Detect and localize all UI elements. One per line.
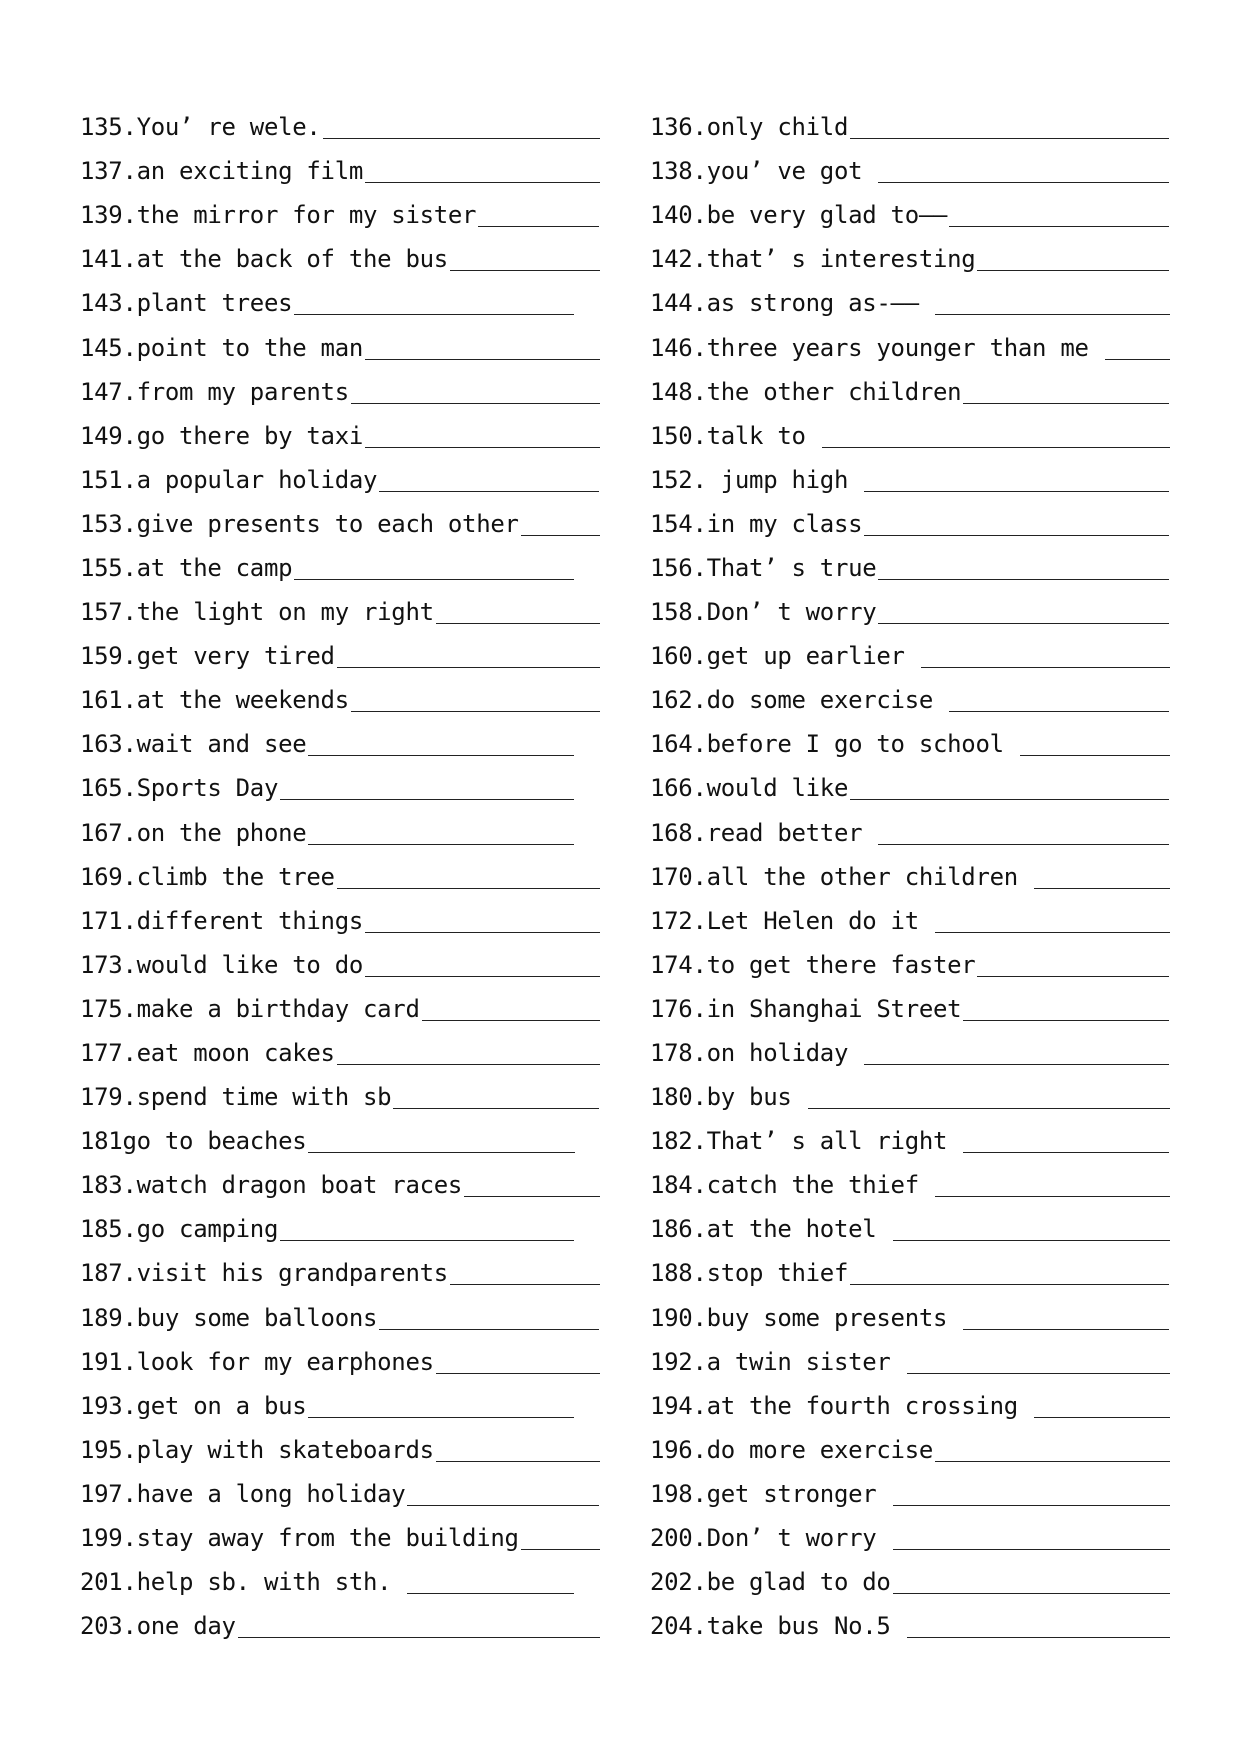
- answer-blank[interactable]: [808, 1084, 1170, 1109]
- item-number: 149.: [80, 421, 137, 450]
- item-phrase: on holiday: [706, 1039, 863, 1068]
- answer-blank[interactable]: [907, 1349, 1170, 1374]
- item-phrase: at the weekends: [136, 686, 349, 715]
- item-phrase: buy some presents: [706, 1303, 962, 1332]
- item-phrase: help sb. with sth.: [136, 1568, 406, 1597]
- exercise-item: [650, 464, 1170, 494]
- exercise-item: [80, 1346, 600, 1376]
- answer-blank[interactable]: [935, 908, 1170, 933]
- item-number: 148.: [650, 377, 707, 406]
- exercise-item: [650, 861, 1170, 891]
- item-number: 198.: [650, 1479, 707, 1508]
- item-number: 177.: [80, 1039, 137, 1068]
- item-phrase: on the phone: [136, 818, 307, 847]
- answer-blank[interactable]: [407, 1481, 599, 1506]
- item-number: 145.: [80, 333, 137, 362]
- item-phrase: get stronger: [706, 1479, 891, 1508]
- item-phrase: have a long holiday: [136, 1479, 406, 1508]
- answer-blank[interactable]: [878, 158, 1169, 183]
- exercise-item: [80, 111, 600, 141]
- answer-blank[interactable]: [436, 1437, 600, 1462]
- exercise-item: [80, 640, 600, 670]
- exercise-item: [80, 861, 600, 891]
- answer-blank[interactable]: [935, 290, 1170, 315]
- exercise-item: [650, 1346, 1170, 1376]
- item-phrase: Don’ t worry: [706, 1524, 891, 1553]
- item-phrase: in Shanghai Street: [706, 994, 962, 1023]
- exercise-item: [650, 1302, 1170, 1332]
- item-number: 144.: [650, 289, 707, 318]
- answer-blank[interactable]: [935, 1437, 1170, 1462]
- item-phrase: get up earlier: [706, 642, 919, 671]
- exercise-item: [80, 287, 600, 317]
- item-number: 175.: [80, 994, 137, 1023]
- item-phrase: only child: [706, 113, 849, 142]
- item-number: 146.: [650, 333, 707, 362]
- item-number: 199.: [80, 1524, 137, 1553]
- item-phrase: would like: [706, 774, 849, 803]
- exercise-item: [80, 155, 600, 185]
- answer-blank[interactable]: [337, 643, 600, 668]
- exercise-item: [650, 1610, 1170, 1640]
- answer-blank[interactable]: [337, 1040, 600, 1065]
- exercise-item: [650, 1566, 1170, 1596]
- exercise-item: [80, 332, 600, 362]
- item-number: 168.: [650, 818, 707, 847]
- answer-blank[interactable]: [365, 335, 600, 360]
- exercise-item: [650, 376, 1170, 406]
- answer-blank[interactable]: [1020, 731, 1170, 756]
- item-number: 153.: [80, 509, 137, 538]
- item-number: 192.: [650, 1347, 707, 1376]
- item-phrase: watch dragon boat races: [136, 1171, 463, 1200]
- item-phrase: the light on my right: [136, 598, 434, 627]
- item-number: 173.: [80, 950, 137, 979]
- answer-blank[interactable]: [365, 423, 600, 448]
- item-number: 165.: [80, 774, 137, 803]
- answer-blank[interactable]: [337, 864, 600, 889]
- item-phrase: the mirror for my sister: [136, 201, 477, 230]
- answer-blank[interactable]: [280, 1216, 574, 1241]
- answer-blank[interactable]: [864, 1040, 1169, 1065]
- answer-blank[interactable]: [893, 1216, 1170, 1241]
- item-number: 158.: [650, 598, 707, 627]
- item-number: 157.: [80, 598, 137, 627]
- exercise-item: [80, 1169, 600, 1199]
- item-number: 163.: [80, 730, 137, 759]
- item-phrase: That’ s all right: [706, 1127, 962, 1156]
- answer-blank[interactable]: [393, 1084, 599, 1109]
- answer-blank[interactable]: [1034, 1393, 1170, 1418]
- item-phrase: talk to: [706, 421, 820, 450]
- exercise-item: [650, 1257, 1170, 1287]
- exercise-item: [80, 1522, 600, 1552]
- item-phrase: to get there faster: [706, 950, 976, 979]
- item-number: 203.: [80, 1612, 137, 1641]
- answer-blank[interactable]: [407, 1569, 574, 1594]
- exercise-item: [80, 817, 600, 847]
- answer-blank[interactable]: [893, 1569, 1170, 1594]
- item-number: 191.: [80, 1347, 137, 1376]
- exercise-item: [80, 1302, 600, 1332]
- exercise-item: [80, 199, 600, 229]
- answer-blank[interactable]: [521, 511, 600, 536]
- item-phrase: a twin sister: [706, 1347, 905, 1376]
- exercise-item: [80, 243, 600, 273]
- answer-blank[interactable]: [365, 908, 600, 933]
- answer-blank[interactable]: [308, 1128, 575, 1153]
- item-phrase: go camping: [136, 1215, 279, 1244]
- exercise-item: [80, 684, 600, 714]
- item-phrase: plant trees: [136, 289, 293, 318]
- item-number: 180.: [650, 1083, 707, 1112]
- item-phrase: point to the man: [136, 333, 363, 362]
- answer-blank[interactable]: [280, 775, 574, 800]
- exercise-sheet: [80, 104, 1160, 1647]
- item-number: 200.: [650, 1524, 707, 1553]
- item-phrase: Don’ t worry: [706, 598, 877, 627]
- item-number: 167.: [80, 818, 137, 847]
- item-phrase: eat moon cakes: [136, 1039, 335, 1068]
- exercise-item: [80, 596, 600, 626]
- item-number: 204.: [650, 1612, 707, 1641]
- exercise-item: [650, 420, 1170, 450]
- answer-blank[interactable]: [351, 687, 600, 712]
- exercise-item: [650, 596, 1170, 626]
- exercise-item: [80, 1610, 600, 1640]
- item-number: 169.: [80, 862, 137, 891]
- item-phrase: that’ s interesting: [706, 245, 976, 274]
- item-phrase: would like to do: [136, 950, 363, 979]
- item-number: 194.: [650, 1391, 707, 1420]
- answer-blank[interactable]: [963, 1305, 1169, 1330]
- answer-blank[interactable]: [450, 1260, 600, 1285]
- item-number: 155.: [80, 553, 137, 582]
- exercise-item: [80, 1434, 600, 1464]
- item-phrase: at the camp: [136, 553, 293, 582]
- exercise-item: [80, 1081, 600, 1111]
- item-phrase: Let Helen do it: [706, 906, 933, 935]
- answer-blank[interactable]: [935, 1172, 1170, 1197]
- answer-blank[interactable]: [521, 1525, 600, 1550]
- exercise-item: [80, 1257, 600, 1287]
- item-phrase: make a birthday card: [136, 994, 420, 1023]
- item-phrase: buy some balloons: [136, 1303, 378, 1332]
- answer-blank[interactable]: [351, 379, 600, 404]
- item-number: 189.: [80, 1303, 137, 1332]
- item-number: 170.: [650, 862, 707, 891]
- exercise-item: [650, 1169, 1170, 1199]
- exercise-item: [80, 1037, 600, 1067]
- exercise-item: [80, 1213, 600, 1243]
- item-number: 147.: [80, 377, 137, 406]
- answer-blank[interactable]: [977, 246, 1169, 271]
- item-number: 139.: [80, 201, 137, 230]
- answer-blank[interactable]: [822, 423, 1170, 448]
- exercise-item: [650, 1434, 1170, 1464]
- answer-blank[interactable]: [893, 1525, 1170, 1550]
- item-phrase: one day: [136, 1612, 236, 1641]
- item-phrase: stay away from the building: [136, 1524, 519, 1553]
- item-phrase: at the back of the bus: [136, 245, 448, 274]
- item-phrase: in my class: [706, 509, 863, 538]
- answer-blank[interactable]: [963, 379, 1169, 404]
- answer-blank[interactable]: [949, 687, 1169, 712]
- item-number: 152.: [650, 465, 707, 494]
- exercise-item: [80, 905, 600, 935]
- item-phrase: wait and see: [136, 730, 307, 759]
- item-number: 150.: [650, 421, 707, 450]
- answer-blank[interactable]: [893, 1481, 1170, 1506]
- exercise-item: [650, 949, 1170, 979]
- answer-blank[interactable]: [379, 467, 599, 492]
- item-number: 143.: [80, 289, 137, 318]
- item-number: 141.: [80, 245, 137, 274]
- exercise-item: [650, 508, 1170, 538]
- item-number: 159.: [80, 642, 137, 671]
- exercise-item: [650, 905, 1170, 935]
- item-phrase: catch the thief: [706, 1171, 933, 1200]
- answer-blank[interactable]: [878, 820, 1169, 845]
- answer-blank[interactable]: [921, 643, 1170, 668]
- item-phrase: play with skateboards: [136, 1435, 434, 1464]
- exercise-item: [650, 243, 1170, 273]
- exercise-item: [650, 155, 1170, 185]
- item-phrase: do more exercise: [706, 1435, 933, 1464]
- item-number: 156.: [650, 553, 707, 582]
- exercise-item: [80, 420, 600, 450]
- answer-blank[interactable]: [308, 820, 574, 845]
- item-phrase: take bus No.5: [706, 1612, 905, 1641]
- answer-blank[interactable]: [365, 158, 600, 183]
- item-number: 160.: [650, 642, 707, 671]
- answer-blank[interactable]: [422, 996, 600, 1021]
- item-phrase: at the fourth crossing: [706, 1391, 1033, 1420]
- item-phrase: go to beaches: [122, 1127, 307, 1156]
- answer-blank[interactable]: [850, 1260, 1169, 1285]
- item-phrase: read better: [706, 818, 877, 847]
- item-phrase: go there by taxi: [136, 421, 363, 450]
- exercise-item: [80, 1390, 600, 1420]
- answer-blank[interactable]: [450, 246, 600, 271]
- answer-blank[interactable]: [949, 202, 1169, 227]
- item-phrase: get very tired: [136, 642, 335, 671]
- item-number: 184.: [650, 1171, 707, 1200]
- item-number: 193.: [80, 1391, 137, 1420]
- exercise-item: [650, 684, 1170, 714]
- item-phrase: get on a bus: [136, 1391, 307, 1420]
- item-number: 186.: [650, 1215, 707, 1244]
- item-phrase: different things: [136, 906, 363, 935]
- answer-blank[interactable]: [963, 1128, 1169, 1153]
- item-number: 185.: [80, 1215, 137, 1244]
- exercise-item: [650, 1522, 1170, 1552]
- item-phrase: spend time with sb: [136, 1083, 392, 1112]
- item-phrase: jump high: [706, 465, 863, 494]
- item-phrase: do some exercise: [706, 686, 948, 715]
- answer-blank[interactable]: [1034, 864, 1170, 889]
- answer-blank[interactable]: [365, 952, 600, 977]
- item-number: 151.: [80, 465, 137, 494]
- answer-blank[interactable]: [850, 775, 1169, 800]
- exercise-item: [650, 199, 1170, 229]
- exercise-item: [650, 111, 1170, 141]
- item-number: 197.: [80, 1479, 137, 1508]
- answer-blank[interactable]: [1105, 335, 1170, 360]
- item-number: 182.: [650, 1127, 707, 1156]
- item-phrase: be glad to do: [706, 1568, 891, 1597]
- exercise-item: [80, 772, 600, 802]
- item-number: 135.: [80, 113, 137, 142]
- exercise-item: [80, 376, 600, 406]
- item-number: 166.: [650, 774, 707, 803]
- answer-blank[interactable]: [977, 952, 1169, 977]
- answer-blank[interactable]: [294, 290, 574, 315]
- item-phrase: look for my earphones: [136, 1347, 434, 1376]
- item-phrase: at the hotel: [706, 1215, 891, 1244]
- exercise-item: [650, 1037, 1170, 1067]
- exercise-item: [650, 1125, 1170, 1155]
- item-phrase: a popular holiday: [136, 465, 378, 494]
- item-phrase: be very glad to——: [706, 201, 948, 230]
- item-number: 181: [80, 1127, 123, 1156]
- exercise-item: [80, 993, 600, 1023]
- exercise-item: [650, 1390, 1170, 1420]
- exercise-item: [650, 772, 1170, 802]
- answer-blank[interactable]: [878, 599, 1169, 624]
- item-number: 161.: [80, 686, 137, 715]
- exercise-item: [80, 1478, 600, 1508]
- item-phrase: stop thief: [706, 1259, 849, 1288]
- item-number: 138.: [650, 157, 707, 186]
- answer-blank[interactable]: [436, 599, 600, 624]
- item-number: 187.: [80, 1259, 137, 1288]
- answer-blank[interactable]: [308, 1393, 574, 1418]
- exercise-item: [650, 1478, 1170, 1508]
- exercise-item: [80, 728, 600, 758]
- exercise-item: [650, 1213, 1170, 1243]
- item-number: 183.: [80, 1171, 137, 1200]
- answer-blank[interactable]: [464, 1172, 600, 1197]
- exercise-item: [80, 1125, 600, 1155]
- item-number: 195.: [80, 1435, 137, 1464]
- item-number: 196.: [650, 1435, 707, 1464]
- item-number: 164.: [650, 730, 707, 759]
- exercise-item: [80, 508, 600, 538]
- answer-blank[interactable]: [379, 1305, 599, 1330]
- item-number: 140.: [650, 201, 707, 230]
- item-number: 142.: [650, 245, 707, 274]
- exercise-item: [80, 464, 600, 494]
- answer-blank[interactable]: [963, 996, 1169, 1021]
- item-phrase: as strong as-——: [706, 289, 933, 318]
- answer-blank[interactable]: [323, 114, 600, 139]
- item-number: 154.: [650, 509, 707, 538]
- item-phrase: the other children: [706, 377, 962, 406]
- item-phrase: by bus: [706, 1083, 806, 1112]
- answer-blank[interactable]: [478, 202, 599, 227]
- item-phrase: climb the tree: [136, 862, 335, 891]
- item-phrase: three years younger than me: [706, 333, 1103, 362]
- answer-blank[interactable]: [864, 467, 1169, 492]
- exercise-item: [650, 993, 1170, 1023]
- item-phrase: You’ re wele.: [136, 113, 321, 142]
- exercise-item: [650, 640, 1170, 670]
- answer-blank[interactable]: [878, 555, 1169, 580]
- item-phrase: you’ ve got: [706, 157, 877, 186]
- exercise-item: [650, 728, 1170, 758]
- item-number: 179.: [80, 1083, 137, 1112]
- exercise-item: [80, 949, 600, 979]
- answer-blank[interactable]: [864, 511, 1169, 536]
- answer-blank[interactable]: [294, 555, 574, 580]
- exercise-item: [80, 1566, 600, 1596]
- exercise-item: [650, 1081, 1170, 1111]
- answer-blank[interactable]: [308, 731, 574, 756]
- item-phrase: from my parents: [136, 377, 349, 406]
- answer-blank[interactable]: [850, 114, 1169, 139]
- exercise-item: [80, 552, 600, 582]
- item-phrase: give presents to each other: [136, 509, 519, 538]
- answer-blank[interactable]: [907, 1613, 1170, 1638]
- item-phrase: Sports Day: [136, 774, 279, 803]
- exercise-item: [650, 332, 1170, 362]
- item-phrase: before I go to school: [706, 730, 1018, 759]
- item-number: 190.: [650, 1303, 707, 1332]
- item-number: 188.: [650, 1259, 707, 1288]
- item-phrase: all the other children: [706, 862, 1033, 891]
- item-number: 201.: [80, 1568, 137, 1597]
- item-phrase: That’ s true: [706, 553, 877, 582]
- exercise-item: [650, 552, 1170, 582]
- item-number: 162.: [650, 686, 707, 715]
- item-number: 136.: [650, 113, 707, 142]
- item-number: 202.: [650, 1568, 707, 1597]
- item-number: 174.: [650, 950, 707, 979]
- item-phrase: visit his grandparents: [136, 1259, 448, 1288]
- item-number: 178.: [650, 1039, 707, 1068]
- answer-blank[interactable]: [436, 1349, 600, 1374]
- item-number: 176.: [650, 994, 707, 1023]
- exercise-item: [650, 287, 1170, 317]
- item-number: 172.: [650, 906, 707, 935]
- item-number: 137.: [80, 157, 137, 186]
- exercise-item: [650, 817, 1170, 847]
- item-phrase: an exciting film: [136, 157, 363, 186]
- answer-blank[interactable]: [238, 1613, 600, 1638]
- item-number: 171.: [80, 906, 137, 935]
